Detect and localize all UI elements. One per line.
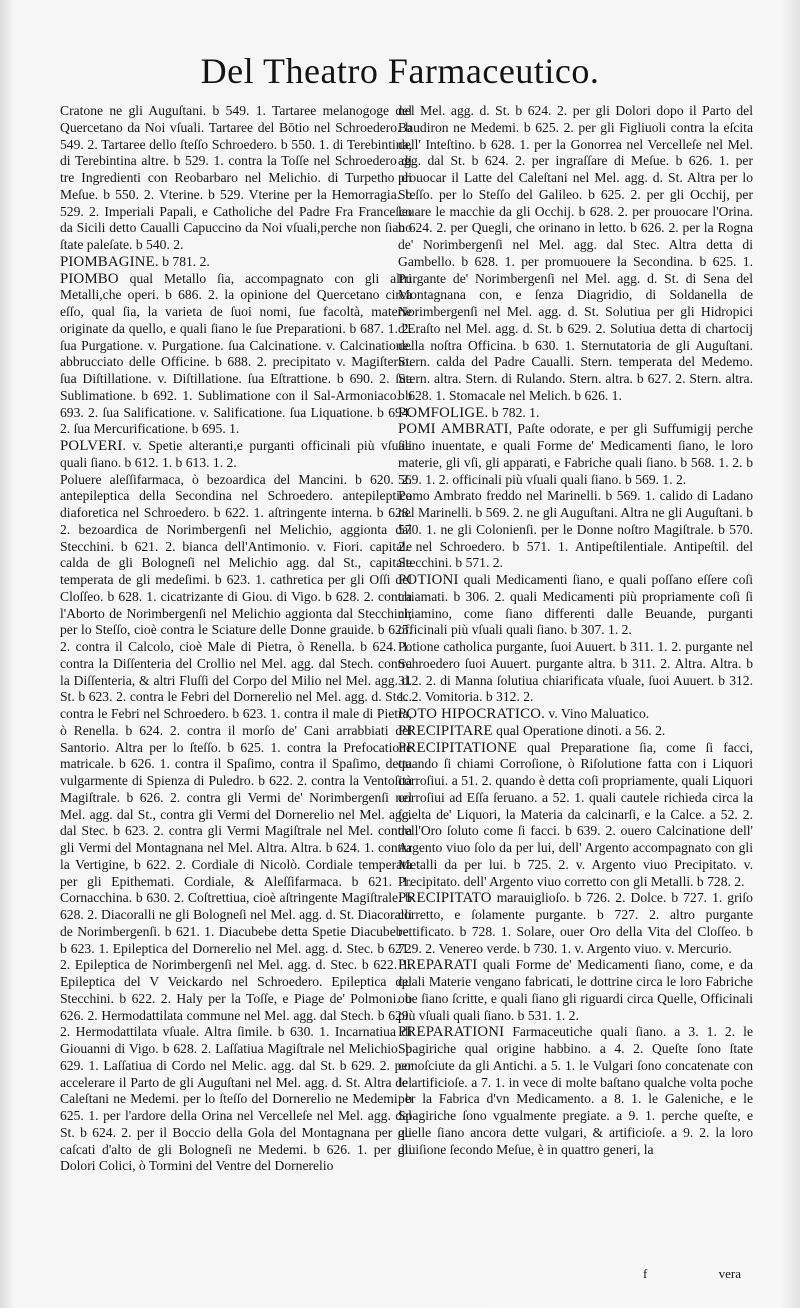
index-entry — [398, 639, 753, 706]
entry-text: Cratone ne gli Auguſtani. b 549. 1. Tartaree melanogoge del Quercetano da Noi vſuali. Tartaree del Bōtio nel Schroedero. b 549. 2. Tartaree dello ſteſſo Schroedero. b 550. 1. di Terebintina, di Terebintina altre. b 529. 1. contra la Toſſe nel Schroedero di tre Ingredienti con Reobarbaro nel Melichio. di Turpetho di Meſue. b 550. 2. Vterine. b 529. Vterine per la Hemorragia. b 529. 2. Imperiali Papali, e Catholiche del Padre Fra Franceſco da Sicili detto Caualli Capuccino da Noi vſuali,perche non ſiano ſtate paleſate. b 540. 2. — [60, 103, 412, 252]
entry-text: qual Operatione dinoti. a 56. 2. — [496, 722, 666, 738]
entry-text: b 782. 1. — [491, 404, 540, 420]
index-entry — [398, 572, 753, 639]
left-column — [60, 103, 412, 1175]
entry-heading: PRECIPITATIONE — [398, 739, 518, 756]
entry-text: , Paſte odorate, e per gli Suffumigij perche ſiano inuentate, e quali Forme de' Medicamenti ſiano, le loro materie, gli vſi, gli apparati, e Fabriche quali ſiano. b 568. 1. 2. b 569. 1. 2. officinali più vſuali quali ſiano. b 569. 1. 2. — [398, 421, 754, 487]
entry-heading: PREPARATI — [398, 957, 478, 974]
entry-text: Poluere aleſſifarmaca, ò bezoardica del Mancini. b 620. 2. antepileptica della Secondina nel Schroedero. antepileptica diaforetica nel Schroedero. b 622. 1. aſtringente interna. b 628. 2. bezoardica de Norimbergenſi nel Melichio, aggionta dal Stecchini. b 621. 2. bianca dell'Antimonio. v. Fiori. capitale calda de gli Bologneſi nel Melichio agg. dal St., capitale temperata de gli medeſimi. b 623. 1. cathretica per gli Oſſi del Cloſſeo. b 628. 1. cicatrizante di Giou. di Vigo. b 628. 2. contra l'Aborto de Norimbergenſi nel Melichio aggionta dal Stecchini; per lo Steſſo, cioè contra le Sciature delle Donne grauide. b 625. 2. contra il Calcolo, cioè Male di Pietra, ò Renella. b 624. 1. contra la Diſſenteria del Crollio nel Mel. agg. dal Stech. contra la Diſſenteria, & altri Fluſſi del Corpo del Milio nel Mel. agg. d. St. b 623. 2. contra le Febri del Dornerelio nel Mel. agg. d. Stec. contra le Febri nel Schroedero. b 623. 1. contra il male di Pietra, ò Renella. b 624. 2. contra il morſo de' Cani arrabbiati del Santorio. Altra per lo ſteſſo. b 625. 1. contra la Prefocatione matricale. b 626. 1. contra il Spaſimo, contra il Spaſimo, detta vulgarmente di Spienza di Puledro. b 622. 2. contra la Ventoſità Magiſtrale. b 626. 2. contra gli Vermi de' Norimbergenſi nel Mel. agg. dal St., contra gli Vermi del Dornerelio nel Mel. agg. dal Stec. b 623. 2. contra gli Vermi Magiſtrale nel Mel. contra gli Vermi del Montagnana nel Mel. Altra. Altra. b 624. 1. contra la Vertigine, b 622. 2. Cordiale di Nicolò. Cordiale temperata per gli Epithemati. Cordiale, & Aleſſifarmaca. b 621. 1. Cornacchina. b 630. 2. Coſtrettiua, cioè aſtringente Magiſtrale. b 628. 2. Diacoralli ne gli Bologneſi nel Mel. agg. d. St. Diacoralli de Norimbergenſi. b 621. 1. Diacubebe detta Spetie Diacubebe. b 623. 1. Epileptica del Dornerelio nel Mel. agg. d. Stec. b 621. 2. Epileptica de Norimbergenſi nel Mel. agg. d. Stec. b 622. 1. Epileptica del V Veickardo nel Schroedero. Epileptica del Stecchini. b 622. 2. Haly per la Toſſe, e Piage de' Polmoni. b 626. 2. Hermodattilata commune nel Mel. agg. dal Stech. b 629. 2. Hermodattilata vſuale. Altra ſimile. b 630. 1. Incarnatiua di Giouanni di Vigo. b 628. 2. Laſſatiua Magiſtrale nel Melichio. b 629. 1. Laſſatiua di Cordo nel Melic. agg. dal St. b 629. 2. per accelerare il Parto de gli Auguſtani nel Mel. agg. d. St. Altra del Caleſtani ne Medemi. per lo ſteſſo del Dornerelio ne Medemi. b 625. 1. per l'ardore della Orina nel Vercelleſe nel Mel. agg. dal St. b 624. 2. per il Boccio della Gola del Montagnana per gli caſcati d'alto de gli Bologneſi ne Medemi. b 626. 1. per gli Dolori Colici, ò Tormini del Ventre del Dornerelio — [60, 471, 412, 1174]
catchword: vera — [718, 1266, 741, 1281]
index-entry — [398, 103, 753, 405]
index-entry — [398, 890, 753, 957]
right-column — [398, 103, 753, 1158]
index-entry — [398, 723, 753, 740]
index-entry — [398, 421, 753, 488]
entry-heading: POTO HIPOCRATICO. — [398, 706, 546, 722]
entry-heading: POMFOLIGE. — [398, 404, 489, 421]
index-entry — [398, 706, 753, 723]
entry-text: marauiglioſo. b 726. 2. Dolce. b 727. 1. griſo corretto, e ſolamente purgante. b 727. 2. altro purgante rettificato. b 728. 1. Solare, ouer Oro della Vita del Cloſſeo. b 729. 2. Venereo verde. b 730. 1. v. Argento viuo. v. Mercurio. — [398, 890, 753, 956]
signature-mark: f — [643, 1266, 648, 1281]
index-entry — [60, 103, 412, 254]
entry-text: b 781. 2. — [162, 253, 210, 269]
entry-heading: POTIONI — [398, 572, 459, 588]
entry-text: v. Vino Maluatico. — [548, 706, 650, 721]
page-footer — [398, 1266, 753, 1284]
entry-heading: PRECIPITARE — [398, 722, 493, 739]
index-entry — [398, 488, 753, 572]
index-entry — [60, 271, 412, 439]
entry-heading: PRECIPITATO — [398, 890, 492, 907]
index-entry — [60, 254, 412, 271]
index-entry — [398, 957, 753, 1024]
entry-text: quali Medicamenti ſiano, e quali poſſano eſſere coſi chiamati. b 306. 2. quali Medicamenti più propriamente coſi ſi chiamino, come ſiano differenti dalle Beuande, purganti officinali più vſuali quali ſiano. b 307. 1. 2. — [398, 572, 753, 638]
entry-text: qual Metallo ſia, accompagnato con gli altri Metalli,che operi. b 686. 2. la opinione del Quercetano circa eſſo, qual ſia, la varieta de ſuoi nomi, ſue facoltà, materie originate da quello, e quali ſiano le ſue Preparationi. b 687. 1. 2. ſua Purgatione. v. Purgatione. ſua Calcinatione. v. Calcinatione. abbrucciato delle Officine. b 688. 2. precipitato v. Magiſterio. ſua Diſtillatione. v. Diſtillatione. ſua Eſtrattione. b 690. 2. ſua Sublimatione. b 692. 1. Sublimatione con il Sal-Armoniaco. b 693. 2. ſua Salificatione. v. Salificatione. ſua Liquatione. b 694. 2. ſua Mercurificatione. b 695. 1. — [60, 270, 412, 437]
entry-heading: PREPARATIONI — [398, 1024, 505, 1041]
index-entry — [398, 1024, 753, 1158]
entry-text: quali Forme de' Medicamenti ſiano, come, e da quali Materie vengano fabricati, le dottrine circa le loro Fabriche oue ſiano ſcritte, e quali ſiano gli riguardi circa Quelle, Officinali più vſuali quali ſiano. b 531. 1. 2. — [398, 957, 753, 1023]
entry-heading: PIOMBAGINE. — [60, 253, 159, 270]
entry-text: qual Preparatione ſia, come ſi facci, quando ſi chiami Corroſione, ò Riſolutione fatta con i Liquori corroſiui. a 51. 2. quando è detta coſi propriamente, quali Liquori corroſiui ad Eſſa ſeruano. a 52. 1. quali cautele richieda circa la ſcielta de' Liquori, la Materia da calcinarſi, e la Calce. a 52. 2. dell'Oro ſoluto come ſi facci. b 639. 2. ouero Calcinatione dell' Argento viuo ſolo da per lui, dell' Argento accompagnato con gli Metalli da per lui. b 725. 2. v. Argento viuo Precipitato. v. Precipitato. dell' Argento viuo corretto con gli Metalli. b 728. 2. — [398, 739, 753, 889]
running-title: Del Theatro Farmaceutico. — [200, 51, 600, 91]
index-entry — [398, 405, 753, 422]
index-entry — [60, 472, 412, 1176]
entry-heading: POLVERI — [60, 438, 123, 454]
index-entry — [60, 438, 412, 472]
entry-text: Pomo Ambrato freddo nel Marinelli. b 569. 1. calido di Ladano nel Marinelli. b 569. 2. ne gli Auguſtani. Altra ne gli Auguſtani. b 570. 1. ne gli Colonienſi. per le Donne noſtro Magiſtrale. b 570. 2. nel Schroedero. b 571. 1. Antipeſtilentiale. Antipeſtil. del Stecchini. b 571. 2. — [398, 488, 753, 571]
index-entry — [398, 740, 753, 891]
entry-text: Farmaceutiche quali ſiano. a 3. 1. 2. le Spagiriche qual origine habbino. a 4. 2. Queſte ſono ſtate conoſciute da gli Antichi. a 5. 1. le Vulgari ſono concatenate con le artificioſe. a 7. 1. in vece di molte baſtano qualche volta poche per la Fabrica d'vn Medicamento. a 8. 1. le Galeniche, e le Spagiriche ſono vgualmente pregiate. a 9. 1. perche queſte, e quelle ſiano ancora dette vulgari, & artificioſe. a 9. 2. la loro diuiſione ſecondo Meſue, è in quattro generi, la — [398, 1024, 753, 1157]
entry-text: nel Mel. agg. d. St. b 624. 2. per gli Dolori dopo il Parto del Baudiron ne Medemi. b 625. 2. per gli Figliuoli contra la eſcita dell' Inteſtino. b 628. 1. per la Gonorrea nel Vercelleſe nel Mel. agg. dal St. b 624. 2. per ingraſſare di Meſue. b 626. 1. per prouocar il Latte del Caleſtani nel Mel. agg. d. St. Altra per lo Steſſo. per lo Steſſo del Galileo. b 625. 2. per gli Occhij, per leuare le macchie da gli Occhij. b 628. 2. per prouocare l'Orina. b 624. 2. per Quegli, che orinano in letto. b 626. 2. per la Rogna de' Norimbergenſi nel Mel. agg. dal Stec. Altra detta di Gambello. b 628. 1. per promuouere la Secondina. b 625. 1. Purgante de' Norimbergenſi nel Mel. agg. d. St. di Sena del Montagnana con, e ſenza Diagridio, di Soldanella de Norimbergenſi nel Mel. agg. d. St. Solutiua per gli Hidropici d'Eraſto nel Mel. agg. d. St. b 629. 2. Solutiua detta di chartocij della noſtra Officina. b 630. 1. Sternutatoria de gli Auguſtani. Stern. calda del Padre Caualli. Stern. temperata del Medemo. Stern. altra. Stern. di Rulando. Stern. altra. b 627. 2. Stern. altra. b 628. 1. Stomacale nel Melich. b 626. 1. — [398, 103, 753, 403]
entry-heading: POMI AMBRATI — [398, 421, 509, 438]
entry-heading: PIOMBO — [60, 270, 119, 287]
entry-text: Potione catholica purgante, ſuoi Auuert. b 311. 1. 2. purgante nel Schroedero ſuoi Auuert. purgante altra. b 311. 2. Altra. Altra. b 312. 2. di Manna ſolutiua chiarificata vſuale, ſuoi Auuert. b 312. 1. 2. Vomitoria. b 312. 2. — [398, 639, 753, 705]
entry-text: . v. Spetie alteranti,e purganti officinali più vſuali quali ſiano. b 612. 1. b 613. 1. 2. — [60, 438, 412, 470]
